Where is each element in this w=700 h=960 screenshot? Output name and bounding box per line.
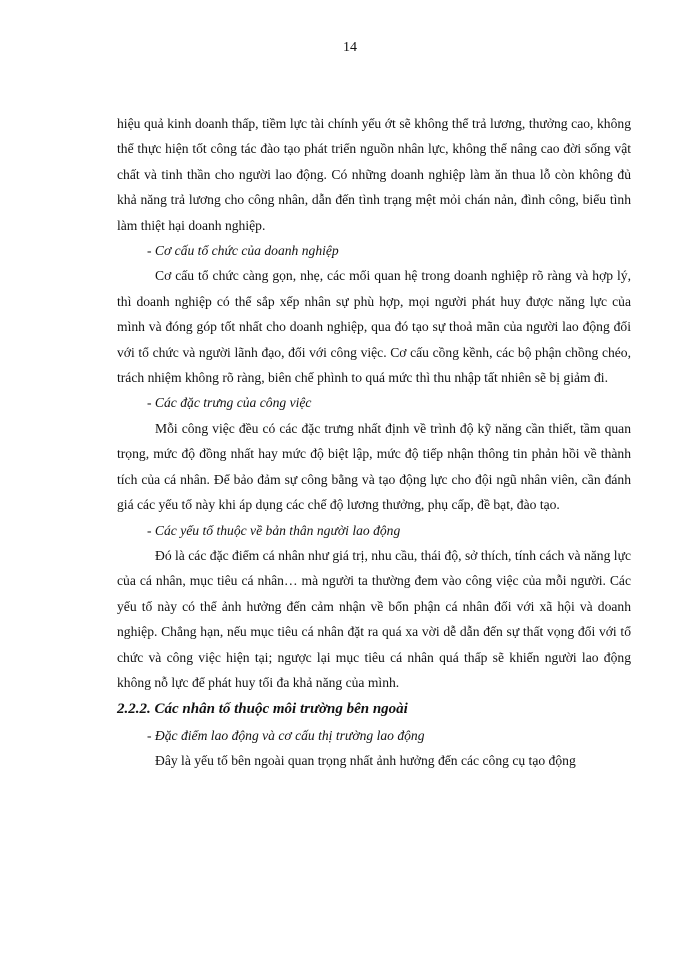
paragraph-financial-capacity: hiệu quả kinh doanh thấp, tiềm lực tài chính yếu ớt sẽ không thể trả lương, thưởng cao, không thể thực hiện tốt công tác đào tạo phát triển nguồn nhân lực, không thể nâng cao đời sống vật chất và tinh thần cho người lao động. Có những doanh nghiệp làm ăn thua lỗ còn không đủ khả năng trả lương cho công nhân, dẫn đến tình trạng mệt mỏi chán nản, đình công, biểu tình làm thiệt hại doanh nghiệp. [117, 116, 631, 233]
paragraph-organizational-structure: Cơ cấu tổ chức càng gọn, nhẹ, các mối quan hệ trong doanh nghiệp rõ ràng và hợp lý, thì doanh nghiệp có thể sắp xếp nhân sự phù hợp, mọi người phát huy được năng lực của mình và đóng góp tốt nhất cho doanh nghiệp, qua đó tạo sự thoả mãn của người lao động đối với tổ chức và người lãnh đạo, đối với công việc. Cơ cấu cồng kềnh, các bộ phận chồng chéo, trách nhiệm không rõ ràng, biên chế phình to quá mức thì thu nhập tất nhiên sẽ bị giảm đi. [117, 268, 631, 386]
section-heading-external-factors: 2.2.2. Các nhân tố thuộc môi trường bên ngoài [117, 701, 408, 718]
document-body [117, 111, 631, 774]
subheading-labor-market: - Đặc điểm lao động và cơ cấu thị trường lao động [147, 727, 425, 743]
paragraph-job-characteristics: Mỗi công việc đều có các đặc trưng nhất định về trình độ kỹ năng cần thiết, tầm quan trọng, mức độ đồng nhất hay mức độ biệt lập, mức độ tiếp nhận thông tin phản hồi về thành tích của cá nhân. Để bảo đảm sự công bằng và tạo động lực cho đội ngũ nhân viên, cần đánh giá các yếu tố này khi áp dụng các chế độ lương thưởng, phụ cấp, đề bạt, đào tạo. [117, 420, 631, 513]
subheading-employee-factors: - Các yếu tố thuộc về bản thân người lao động [147, 522, 401, 538]
paragraph-labor-market: Đây là yếu tố bên ngoài quan trọng nhất ảnh hưởng đến các công cụ tạo động [155, 753, 576, 769]
subheading-job-characteristics: - Các đặc trưng của công việc [147, 395, 312, 411]
paragraph-employee-factors: Đó là các đặc điểm cá nhân như giá trị, nhu cầu, thái độ, sở thích, tính cách và năng lực của cá nhân, mục tiêu cá nhân… mà người ta thường đem vào công việc của mỗi người. Các yếu tố này có thể ảnh hưởng đến cảm nhận về bổn phận cá nhân đối với xã hội và doanh nghiệp. Chẳng hạn, nếu mục tiêu cá nhân đặt ra quá xa vời dễ dẫn đến sự thất vọng đối với tổ chức và công việc hiện tại; ngược lại mục tiêu cá nhân quá thấp sẽ khiến người lao động không nỗ lực để phát huy tối đa khả năng của mình. [117, 547, 631, 690]
subheading-organizational-structure: - Cơ cấu tổ chức của doanh nghiệp [147, 243, 339, 259]
page-number: 14 [343, 40, 357, 55]
